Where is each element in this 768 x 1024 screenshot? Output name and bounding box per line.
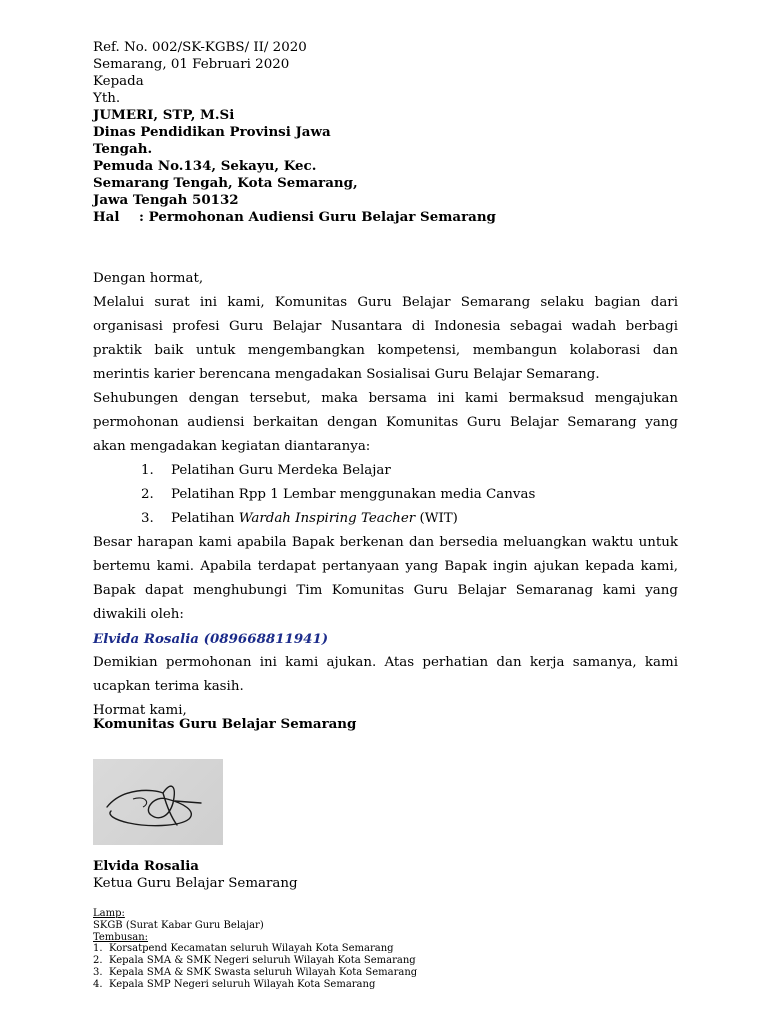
address-line3: Jawa Tengah 50132 — [93, 192, 239, 208]
lampiran-value: SKGB (Surat Kabar Guru Belajar) — [93, 919, 264, 931]
recipient-office-line2: Tengah. — [93, 141, 153, 157]
list-number: 2. — [141, 487, 154, 502]
tembusan-label: Tembusan: — [93, 931, 149, 943]
recipient-name: JUMERI, STP, M.Si — [93, 107, 235, 123]
tembusan-text: Korsatpend Kecamatan seluruh Wilayah Kota Semarang — [109, 943, 394, 955]
tembusan-number: 2. — [93, 955, 103, 967]
paragraph-intro: Melalui surat ini kami, Komunitas Guru Belajar Semarang selaku bagian dari organisasi profesi Guru Belajar Nusantara di Indonesia sebagai wadah berbagi praktik baik untuk mengembangkan kompetensi, membangun kolaborasi dan merintis karier berencana mengadakan Sosialisai Guru Belajar Semarang. — [93, 295, 678, 382]
list-text: Pelatihan Rpp 1 Lembar menggunakan media Canvas — [171, 487, 536, 502]
list-text-italic: Wardah Inspiring Teacher — [238, 511, 416, 526]
list-item — [93, 483, 678, 507]
signatory — [93, 858, 298, 892]
tembusan-number: 1. — [93, 943, 103, 955]
paragraph-contact-intro: Besar harapan kami apabila Bapak berkenan dan bersedia meluangkan waktu untuk bertemu kami. Apabila terdapat pertanyaan yang Bapak ingin ajukan kepada kami, Bapak dapat menghubungi Tim Komunitas Guru Belajar Semaranag kami yang diwakili oleh: — [93, 535, 678, 622]
tembusan-item — [93, 967, 417, 979]
letter-header — [93, 39, 496, 226]
list-item — [93, 459, 678, 483]
signature-image — [93, 759, 223, 845]
list-number: 1. — [141, 463, 154, 478]
list-text-suffix: (WIT) — [415, 511, 458, 526]
tembusan-number: 3. — [93, 966, 103, 978]
list-number: 3. — [141, 511, 154, 526]
organization-name: Komunitas Guru Belajar Semarang — [93, 716, 357, 732]
contact-person: Elvida Rosalia (089668811941) — [93, 631, 329, 647]
kepada-label: Kepada — [93, 74, 144, 89]
signatory-title: Ketua Guru Belajar Semarang — [93, 876, 298, 891]
recipient-office-line1: Dinas Pendidikan Provinsi Jawa — [93, 124, 331, 140]
signatory-name: Elvida Rosalia — [93, 858, 199, 874]
activity-list — [93, 459, 678, 531]
list-text — [171, 507, 458, 531]
greeting: Dengan hormat, — [93, 271, 204, 286]
subject-line — [93, 209, 496, 226]
paragraph-closing: Demikian permohonan ini kami ajukan. Atas perhatian dan kerja samanya, kami ucapkan terima kasih. — [93, 655, 678, 694]
tembusan-item — [93, 979, 417, 991]
lampiran-label: Lamp: — [93, 908, 125, 919]
footer-notes — [93, 908, 417, 991]
letter-body — [93, 267, 678, 723]
tembusan-text: Kepala SMA & SMK Swasta seluruh Wilayah Kota Semarang — [109, 966, 418, 978]
reference-number: Ref. No. 002/SK-KGBS/ II/ 2020 — [93, 40, 307, 55]
address-line1: Pemuda No.134, Sekayu, Kec. — [93, 158, 317, 174]
list-text-prefix: Pelatihan — [171, 511, 239, 526]
tembusan-item — [93, 955, 417, 967]
yth-label: Yth. — [93, 91, 121, 106]
tembusan-text: Kepala SMA & SMK Negeri seluruh Wilayah Kota Semarang — [109, 955, 416, 967]
list-text: Pelatihan Guru Merdeka Belajar — [171, 463, 391, 478]
list-item — [93, 507, 678, 531]
tembusan-text: Kepala SMP Negeri seluruh Wilayah Kota Semarang — [109, 978, 376, 990]
subject-value: : Permohonan Audiensi Guru Belajar Semarang — [139, 209, 496, 225]
address-line2: Semarang Tengah, Kota Semarang, — [93, 175, 358, 191]
subject-label: Hal — [93, 209, 120, 225]
tembusan-item — [93, 943, 417, 955]
letter-date: Semarang, 01 Februari 2020 — [93, 57, 290, 72]
tembusan-number: 4. — [93, 978, 103, 990]
closing-salutation: Hormat kami, — [93, 703, 187, 718]
paragraph-request: Sehubungen dengan tersebut, maka bersama ini kami bermaksud mengajukan permohonan audiensi berkaitan dengan Komunitas Guru Belajar Semarang yang akan mengadakan kegiatan diantaranya: — [93, 391, 678, 454]
signature-scribble — [93, 759, 223, 845]
